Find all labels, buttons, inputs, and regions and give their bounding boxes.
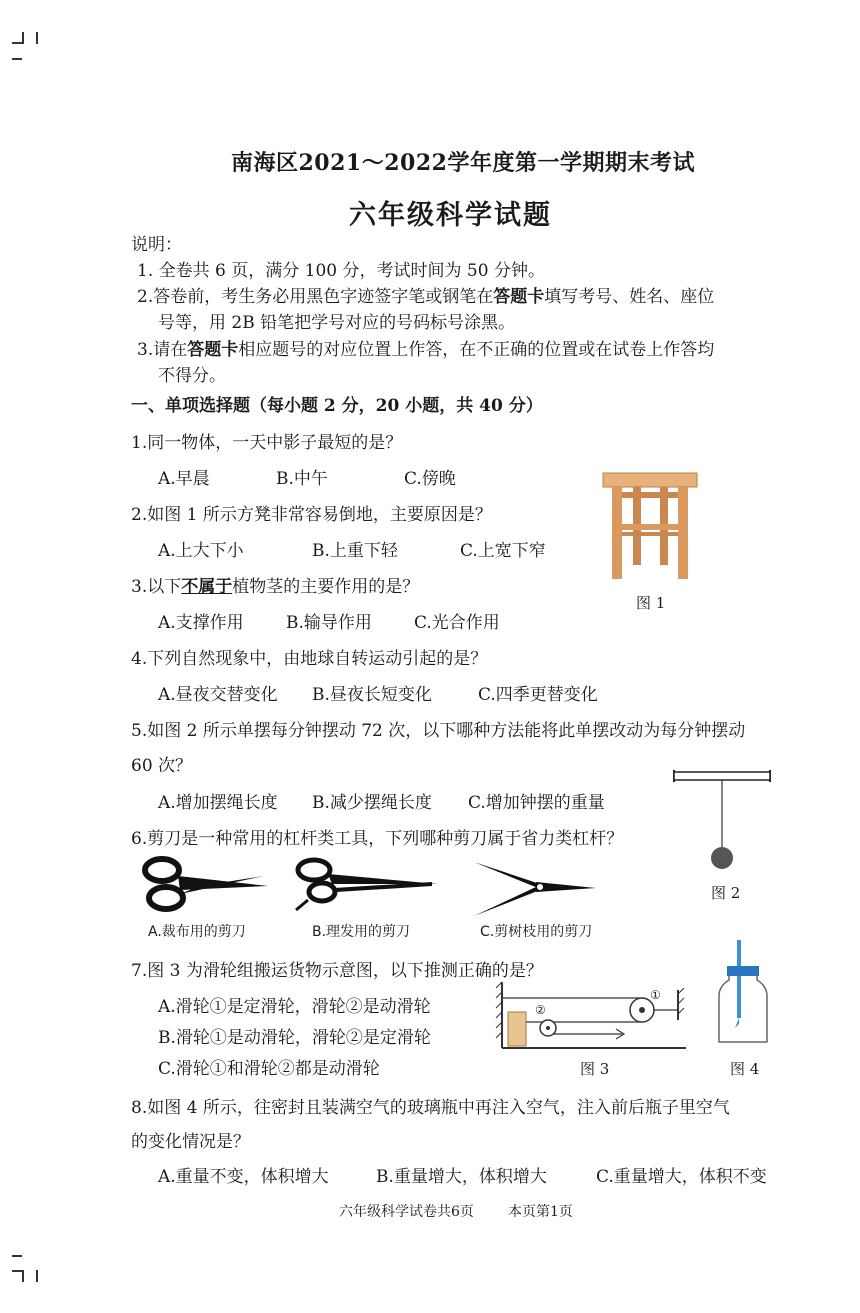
question-4-option-a: A.昼夜交替变化 — [158, 685, 278, 705]
crop-mark-bottom-left — [36, 1270, 38, 1282]
question-1-option-b: B.中午 — [276, 469, 328, 489]
section-title: 一、单项选择题（每小题 2 分，20 小题，共 40 分） — [131, 396, 543, 416]
question-3-option-a: A.支撑作用 — [158, 613, 244, 633]
question-6-option-b: B.理发用的剪刀 — [312, 924, 411, 940]
instruction-3-text: 3.请在 — [137, 340, 188, 360]
instruction-2-line2: 号等，用 2B 铅笔把学号对应的号码标号涂黑。 — [158, 313, 516, 333]
instruction-1: 1. 全卷共 6 页，满分 100 分，考试时间为 50 分钟。 — [137, 261, 545, 281]
question-7-option-b: B.滑轮①是动滑轮，滑轮②是定滑轮 — [158, 1028, 431, 1048]
figure-3-label: 图 3 — [580, 1060, 610, 1078]
crop-mark-top-left — [22, 32, 24, 44]
pendulum-figure — [670, 764, 780, 874]
question-4-option-b: B.昼夜长短变化 — [312, 685, 432, 705]
question-5-stem: 5.如图 2 所示单摆每分钟摆动 72 次，以下哪种方法能将此单摆改动为每分钟摆动 — [131, 721, 746, 741]
fabric-scissors-icon — [140, 854, 270, 914]
question-6-option-a: A.裁布用的剪刀 — [148, 924, 246, 940]
question-5-stem-line2: 60 次？ — [131, 756, 193, 776]
question-8-stem: 8.如图 4 所示，往密封且装满空气的玻璃瓶中再注入空气，注入前后瓶子里空气 — [131, 1098, 730, 1118]
question-3-stem — [131, 572, 419, 597]
question-5-option-a: A.增加摆绳长度 — [158, 793, 278, 813]
question-2-stem: 2.如图 1 所示方凳非常容易倒地，主要原因是？ — [131, 505, 492, 525]
pulley-2-mark: ② — [535, 1003, 546, 1017]
instruction-2-text: 2.答卷前，考生务必用黑色字迹签字笔或钢笔在 — [137, 287, 494, 307]
answer-card-keyword: 答题卡 — [493, 287, 545, 307]
instructions-heading: 说明： — [131, 235, 182, 255]
glass-bottle-figure — [713, 938, 773, 1048]
question-6-option-c: C.剪树枝用的剪刀 — [480, 924, 593, 940]
question-8-option-b: B.重量增大，体积增大 — [376, 1167, 547, 1187]
question-7-option-a: A.滑轮①是定滑轮，滑轮②是动滑轮 — [158, 997, 431, 1017]
question-3-stem-text: 植物茎的主要作用的是？ — [232, 577, 420, 597]
question-7-stem: 7.图 3 为滑轮组搬运货物示意图，以下推测正确的是？ — [131, 961, 543, 981]
answer-card-keyword: 答题卡 — [187, 340, 239, 360]
pulley-1-mark: ① — [650, 988, 661, 1002]
question-1-option-a: A.早晨 — [158, 469, 210, 489]
instruction-3 — [137, 335, 714, 360]
question-4-option-c: C.四季更替变化 — [478, 685, 598, 705]
figure-4-label: 图 4 — [730, 1060, 760, 1078]
question-3-keyword: 不属于 — [181, 577, 233, 597]
question-5-option-b: B.减少摆绳长度 — [312, 793, 432, 813]
hair-scissors-icon — [292, 854, 442, 914]
crop-mark-top-left — [36, 32, 38, 44]
question-3-stem-text: 3.以下 — [131, 577, 182, 597]
subject-title: 六年级科学试题 — [349, 200, 552, 231]
question-2-option-b: B.上重下轻 — [312, 541, 398, 561]
question-5-option-c: C.增加钟摆的重量 — [468, 793, 605, 813]
question-7-option-c: C.滑轮①和滑轮②都是动滑轮 — [158, 1059, 380, 1079]
instruction-2 — [137, 282, 714, 307]
question-4-stem: 4.下列自然现象中，由地球自转运动引起的是？ — [131, 649, 488, 669]
question-3-option-c: C.光合作用 — [414, 613, 500, 633]
crop-mark-bottom-left — [22, 1270, 24, 1282]
exam-title: 南海区2021～2022学年度第一学期期末考试 — [231, 150, 695, 176]
question-8-option-a: A.重量不变，体积增大 — [158, 1167, 329, 1187]
question-1-stem: 1.同一物体，一天中影子最短的是？ — [131, 433, 403, 453]
pruning-shears-icon — [470, 858, 600, 920]
footer-page-number: 本页第1页 — [508, 1204, 573, 1220]
instruction-2-text: 填写考号、姓名、座位 — [544, 287, 715, 307]
crop-mark-top-left — [12, 58, 22, 60]
question-2-option-a: A.上大下小 — [158, 541, 244, 561]
question-2-option-c: C.上宽下窄 — [460, 541, 546, 561]
stool-figure — [600, 470, 700, 582]
figure-2-label: 图 2 — [711, 884, 741, 902]
crop-mark-bottom-left — [12, 1255, 22, 1257]
question-8-option-c: C.重量增大，体积不变 — [596, 1167, 767, 1187]
footer-total-pages: 六年级科学试卷共6页 — [339, 1204, 474, 1220]
question-1-option-c: C.傍晚 — [404, 469, 456, 489]
instruction-3-line2: 不得分。 — [158, 366, 226, 386]
question-8-stem-line2: 的变化情况是？ — [131, 1132, 250, 1152]
question-6-stem: 6.剪刀是一种常用的杠杆类工具，下列哪种剪刀属于省力类杠杆？ — [131, 829, 624, 849]
instruction-3-text: 相应题号的对应位置上作答，在不正确的位置或在试卷上作答均 — [238, 340, 715, 360]
figure-1-label: 图 1 — [636, 594, 666, 612]
question-3-option-b: B.输导作用 — [286, 613, 372, 633]
